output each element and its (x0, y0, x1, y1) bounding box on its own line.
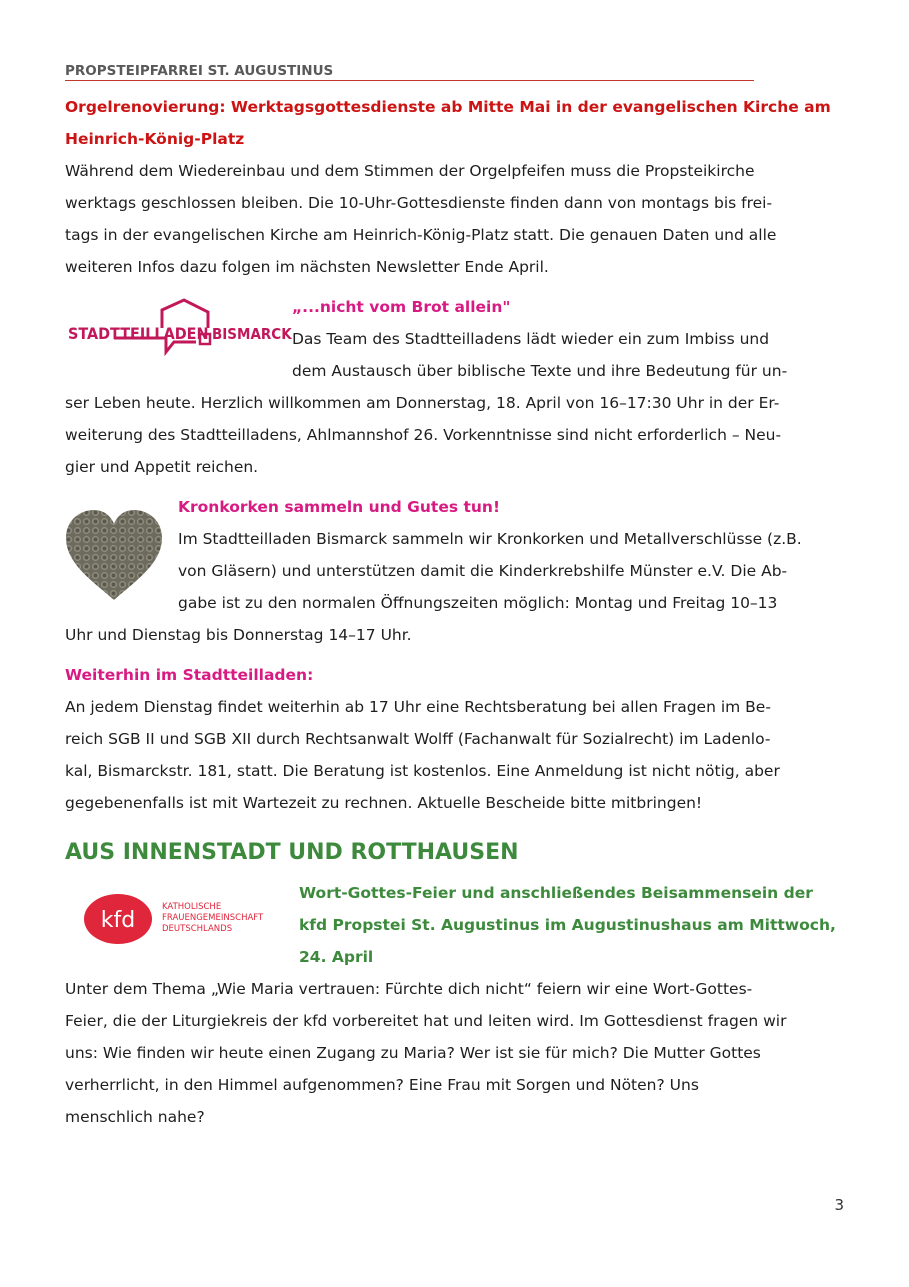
running-head: PROPSTEIPFARREI ST. AUGUSTINUS (65, 62, 754, 81)
title-line: Wort-Gottes-Feier und anschließendes Beisammensein der (299, 884, 813, 902)
body-line: von Gläsern) und unterstützen damit die Kinderkrebshilfe Münster e.V. Die Ab- (178, 562, 788, 580)
kfd-logo-line: KATHOLISCHE (162, 902, 222, 912)
article-bread (292, 291, 787, 387)
body-line: werktags geschlossen bleiben. Die 10-Uhr-Gottesdienste finden dann von montags bis frei- (65, 194, 773, 212)
kfd-logo (84, 893, 284, 949)
article-body-indented (292, 323, 787, 387)
house-logo-icon (66, 298, 292, 358)
article-organ-renovation (65, 91, 831, 283)
article-bottle-caps-body (65, 619, 412, 651)
body-line: Uhr und Dienstag bis Donnerstag 14–17 Uhr. (65, 626, 412, 644)
section-title: AUS INNENSTADT UND ROTTHAUSEN (65, 840, 519, 865)
body-line: Während dem Wiedereinbau und dem Stimmen der Orgelpfeifen muss die Propsteikirche (65, 162, 755, 180)
body-line: gier und Appetit reichen. (65, 458, 259, 476)
body-line: An jedem Dienstag findet weiterhin ab 17 Uhr eine Rechtsberatung bei allen Fragen im Be- (65, 698, 771, 716)
page-number: 3 (834, 1196, 844, 1214)
article-body (65, 691, 780, 819)
body-line: Im Stadtteilladen Bismarck sammeln wir Kronkorken und Metallverschlüsse (z.B. (178, 530, 802, 548)
body-line: tags in der evangelischen Kirche am Heinrich-König-Platz statt. Die genauen Daten und alle (65, 226, 777, 244)
article-title (299, 877, 836, 973)
article-kfd-body (65, 973, 786, 1133)
body-line: weiterung des Stadtteilladens, Ahlmannshof 26. Vorkenntnisse sind nicht erforderlich – Neu- (65, 426, 782, 444)
body-line: Das Team des Stadtteilladens lädt wieder ein zum Imbiss und (292, 330, 770, 348)
logo-text-left: STADTTEILLADEN (68, 324, 209, 343)
stadtteilladen-bismarck-logo (66, 298, 292, 362)
article-title: Weiterhin im Stadtteilladen: (65, 666, 314, 684)
title-line: Heinrich-König-Platz (65, 130, 245, 148)
heart-icon (64, 508, 164, 603)
article-title: „...nicht vom Brot allein" (292, 298, 511, 316)
title-line: Orgelrenovierung: Werktagsgottesdienste ab Mitte Mai in der evangelischen Kirche am (65, 98, 831, 116)
article-legal-advice (65, 659, 780, 819)
body-line: Feier, die der Liturgiekreis der kfd vorbereitet hat und leiten wird. Im Gottesdienst fragen wir (65, 1012, 787, 1030)
article-bread-body (65, 387, 781, 483)
kfd-logo-icon (84, 893, 284, 945)
article-body-indented (178, 523, 802, 619)
body-line: dem Austausch über biblische Texte und ihre Bedeutung für un- (292, 362, 788, 380)
body-line: ser Leben heute. Herzlich willkommen am Donnerstag, 18. April von 16–17:30 Uhr in der Er- (65, 394, 780, 412)
article-bottle-caps (178, 491, 802, 619)
body-line: kal, Bismarckstr. 181, statt. Die Beratung ist kostenlos. Eine Anmeldung ist nicht nötig, aber (65, 762, 780, 780)
body-line: gegebenenfalls ist mit Wartezeit zu rechnen. Aktuelle Bescheide bitte mitbringen! (65, 794, 703, 812)
title-line: 24. April (299, 948, 374, 966)
body-line: verherrlicht, in den Himmel aufgenommen? Eine Frau mit Sorgen und Nöten? Uns (65, 1076, 699, 1094)
kfd-logo-line: DEUTSCHLANDS (162, 924, 233, 934)
bottle-cap-heart-image (64, 508, 164, 607)
article-title: Kronkorken sammeln und Gutes tun! (178, 498, 501, 516)
article-title (65, 91, 831, 155)
article-body (65, 155, 831, 283)
body-line: Unter dem Thema „Wie Maria vertrauen: Fürchte dich nicht“ feiern wir eine Wort-Gottes- (65, 980, 753, 998)
body-line: reich SGB II und SGB XII durch Rechtsanwalt Wolff (Fachanwalt für Sozialrecht) im Ladenlo- (65, 730, 771, 748)
title-line: kfd Propstei St. Augustinus im Augustinushaus am Mittwoch, (299, 916, 836, 934)
logo-text-right: BISMARCK (212, 325, 292, 343)
body-line: weiteren Infos dazu folgen im nächsten Newsletter Ende April. (65, 258, 549, 276)
kfd-logo-mark: kfd (100, 908, 136, 933)
article-kfd-title (299, 877, 836, 973)
body-line: gabe ist zu den normalen Öffnungszeiten möglich: Montag und Freitag 10–13 (178, 594, 778, 612)
body-line: menschlich nahe? (65, 1108, 205, 1126)
kfd-logo-line: FRAUENGEMEINSCHAFT (162, 913, 264, 923)
body-line: uns: Wie finden wir heute einen Zugang zu Maria? Wer ist sie für mich? Die Mutter Gottes (65, 1044, 761, 1062)
